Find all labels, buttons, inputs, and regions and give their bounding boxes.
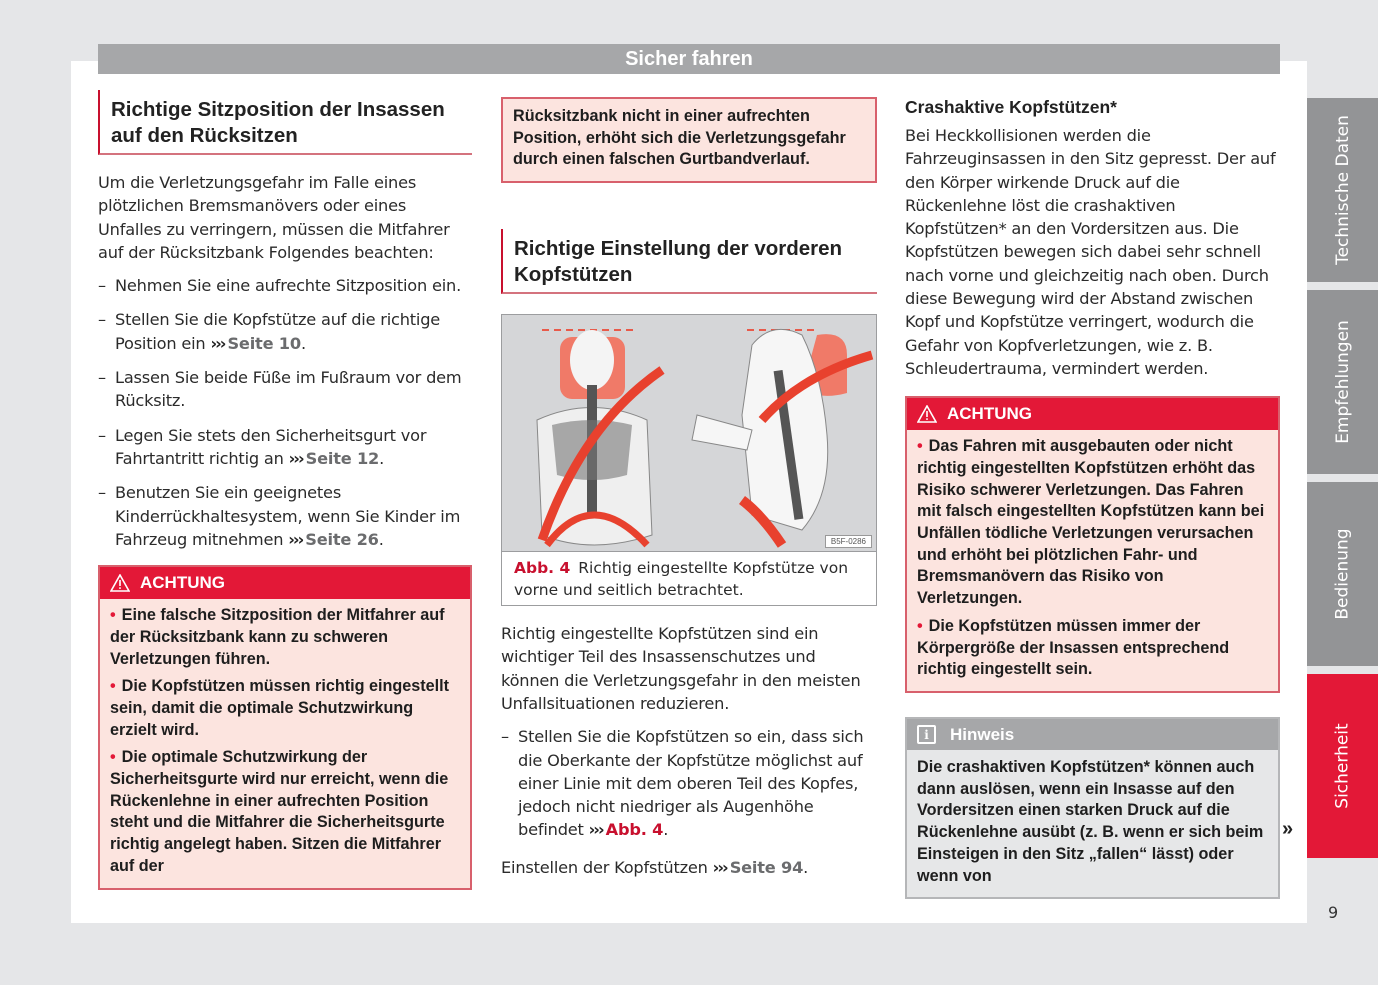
list-item: – Lassen Sie beide Füße im Fußraum vor dem Rücksitz.: [98, 368, 462, 411]
info-icon: i: [917, 725, 936, 744]
body-paragraph: Bei Heckkollisionen werden die Fahrzeuginsassen in den Sitz gepresst. Der auf den Körper wirkende Druck auf die Rückenlehne löst die crashaktiven Kopfstützen* an den Vordersitzen aus. Die Kopfstützen bewegen sich dabei sehr schnell nach vorne und gleichzeitig nach oben. Durch diese Bewegung wird der Abstand zwischen Kopf und Kopfstütze verringert, wodurch die Gefahr von Kopfverletzungen, wie z. B. Schleudertrauma, vermindert werden.: [905, 126, 1276, 378]
subsection-title: Crashaktive Kopfstützen*: [905, 97, 1117, 117]
page-link[interactable]: Seite 94: [729, 857, 804, 877]
section-title-rear-seats: Richtige Sitzposition der Insassen auf den Rücksitzen: [98, 90, 472, 155]
figure-4: [501, 314, 877, 606]
tab-empfehlungen[interactable]: Empfehlungen: [1307, 290, 1378, 474]
reference-arrows-icon: ›››: [712, 857, 727, 877]
warning-title: ACHTUNG: [140, 573, 225, 593]
column-1: [98, 90, 472, 890]
warning-item: • Die optimale Schutzwirkung der Sicherheitsgurte wird nur erreicht, wenn die Rückenlehne in einer aufrechten Position steht und die Mitfahrer die Sicherheitsgurte richtig angelegt haben. Sitzen die Mitfahrer auf der: [110, 748, 449, 875]
reference-arrows-icon: ›››: [210, 333, 225, 353]
list-item: – Stellen Sie die Kopfstützen so ein, dass sich die Oberkante der Kopfstütze möglichst auf einer Linie mit dem oberen Teil des Kopfes, jedoch nicht niedriger als Augenhöhe befindet ››› Abb. 4.: [501, 727, 864, 840]
instruction-list: [501, 725, 877, 841]
figure-label: Abb. 4: [514, 559, 571, 578]
chapter-header: Sicher fahren: [98, 44, 1280, 74]
page-link[interactable]: Seite 12: [305, 448, 380, 468]
headrest-illustration: [502, 315, 876, 552]
reference-arrows-icon: ›››: [288, 529, 303, 549]
reference-arrows-icon: ›››: [288, 448, 303, 468]
page-number: 9: [1328, 903, 1339, 922]
tab-sicherheit[interactable]: Sicherheit: [1307, 674, 1378, 858]
column-3: [905, 90, 1280, 899]
list-item: – Nehmen Sie eine aufrechte Sitzposition ein.: [98, 276, 462, 296]
figure-code: B5F-0286: [825, 535, 872, 548]
warning-item: • Die Kopfstützen müssen immer der Körpergröße der Insassen entsprechend richtig eingestellt sein.: [917, 616, 1230, 679]
warning-box: [98, 565, 472, 889]
warning-box-continued: [501, 97, 877, 183]
intro-paragraph: Um die Verletzungsgefahr im Falle eines plötzlichen Bremsmanövers oder eines Unfalles zu verringern, müssen die Mitfahrer auf der Rücksitzbank Folgendes beachten:: [98, 173, 450, 262]
warning-title: ACHTUNG: [947, 404, 1032, 424]
warning-item: • Die Kopfstützen müssen richtig eingestellt sein, damit die optimale Schutzwirkung erzielt wird.: [110, 677, 450, 739]
note-text: Die crashaktiven Kopfstützen* können auch dann auslösen, wenn ein Insasse auf den Vordersitzen einen starken Druck auf die Rückenlehne ausübt (z. B. wenn er sich beim Einsteigen in den Sitz „fallen“ lässt) oder wenn von: [917, 758, 1264, 885]
tab-bedienung[interactable]: Bedienung: [1307, 482, 1378, 666]
warning-item: • Das Fahren mit ausgebauten oder nicht richtig eingestellten Kopfstützen erhöht das Risiko schwerer Verletzungen. Das Fahren mit falsch eingestellten Kopfstützen kann bei Unfällen tödliche Verletzungen verursachen und erhöht bei plötzlichen Fahr- und Bremsmanövern das Risiko von Verletzungen.: [917, 437, 1265, 608]
page-link[interactable]: Seite 10: [227, 333, 301, 353]
instruction-list: [98, 274, 472, 551]
intro-paragraph: Richtig eingestellte Kopfstützen sind ein wichtiger Teil des Insassenschutzes und können die Verletzungsgefahr in den meisten Unfallsituationen reduzieren.: [501, 624, 861, 713]
note-title: Hinweis: [950, 725, 1015, 744]
figure-link[interactable]: Abb. 4: [605, 820, 664, 840]
reference-arrows-icon: ›››: [588, 820, 603, 840]
warning-triangle-icon: [110, 574, 130, 592]
list-item: – Benutzen Sie ein geeignetes Kinderrückhaltesystem, wenn Sie Kinder im Fahrzeug mitnehmen ››› Seite 26.: [98, 483, 461, 549]
continued-icon: »: [1282, 818, 1294, 840]
note-box: [905, 717, 1280, 899]
page-link[interactable]: Seite 26: [305, 529, 379, 549]
skeleton-headrest-image: [502, 315, 876, 551]
warning-box: [905, 396, 1280, 693]
figure-caption: Abb. 4 Richtig eingestellte Kopfstütze von vorne und seitlich betrachtet.: [514, 559, 849, 600]
cross-reference-line: Einstellen der Kopfstützen ››› Seite 94.: [501, 857, 809, 877]
list-item: – Legen Sie stets den Sicherheitsgurt vor Fahrtantritt richtig an ››› Seite 12.: [98, 425, 427, 468]
tab-technische-daten[interactable]: Technische Daten: [1307, 98, 1378, 282]
warning-item: • Eine falsche Sitzposition der Mitfahrer auf der Rücksitzbank kann zu schweren Verletzungen führen.: [110, 606, 445, 668]
warning-item: Rücksitzbank nicht in einer aufrechten Position, erhöht sich die Verletzungsgefahr durch einen falschen Gurtbandverlauf.: [513, 107, 846, 169]
list-item: – Stellen Sie die Kopfstütze auf die richtige Position ein ››› Seite 10.: [98, 310, 441, 353]
section-title-front-headrests: Richtige Einstellung der vorderen Kopfstützen: [501, 229, 877, 294]
column-2: [501, 97, 877, 879]
warning-triangle-icon: [917, 405, 937, 423]
